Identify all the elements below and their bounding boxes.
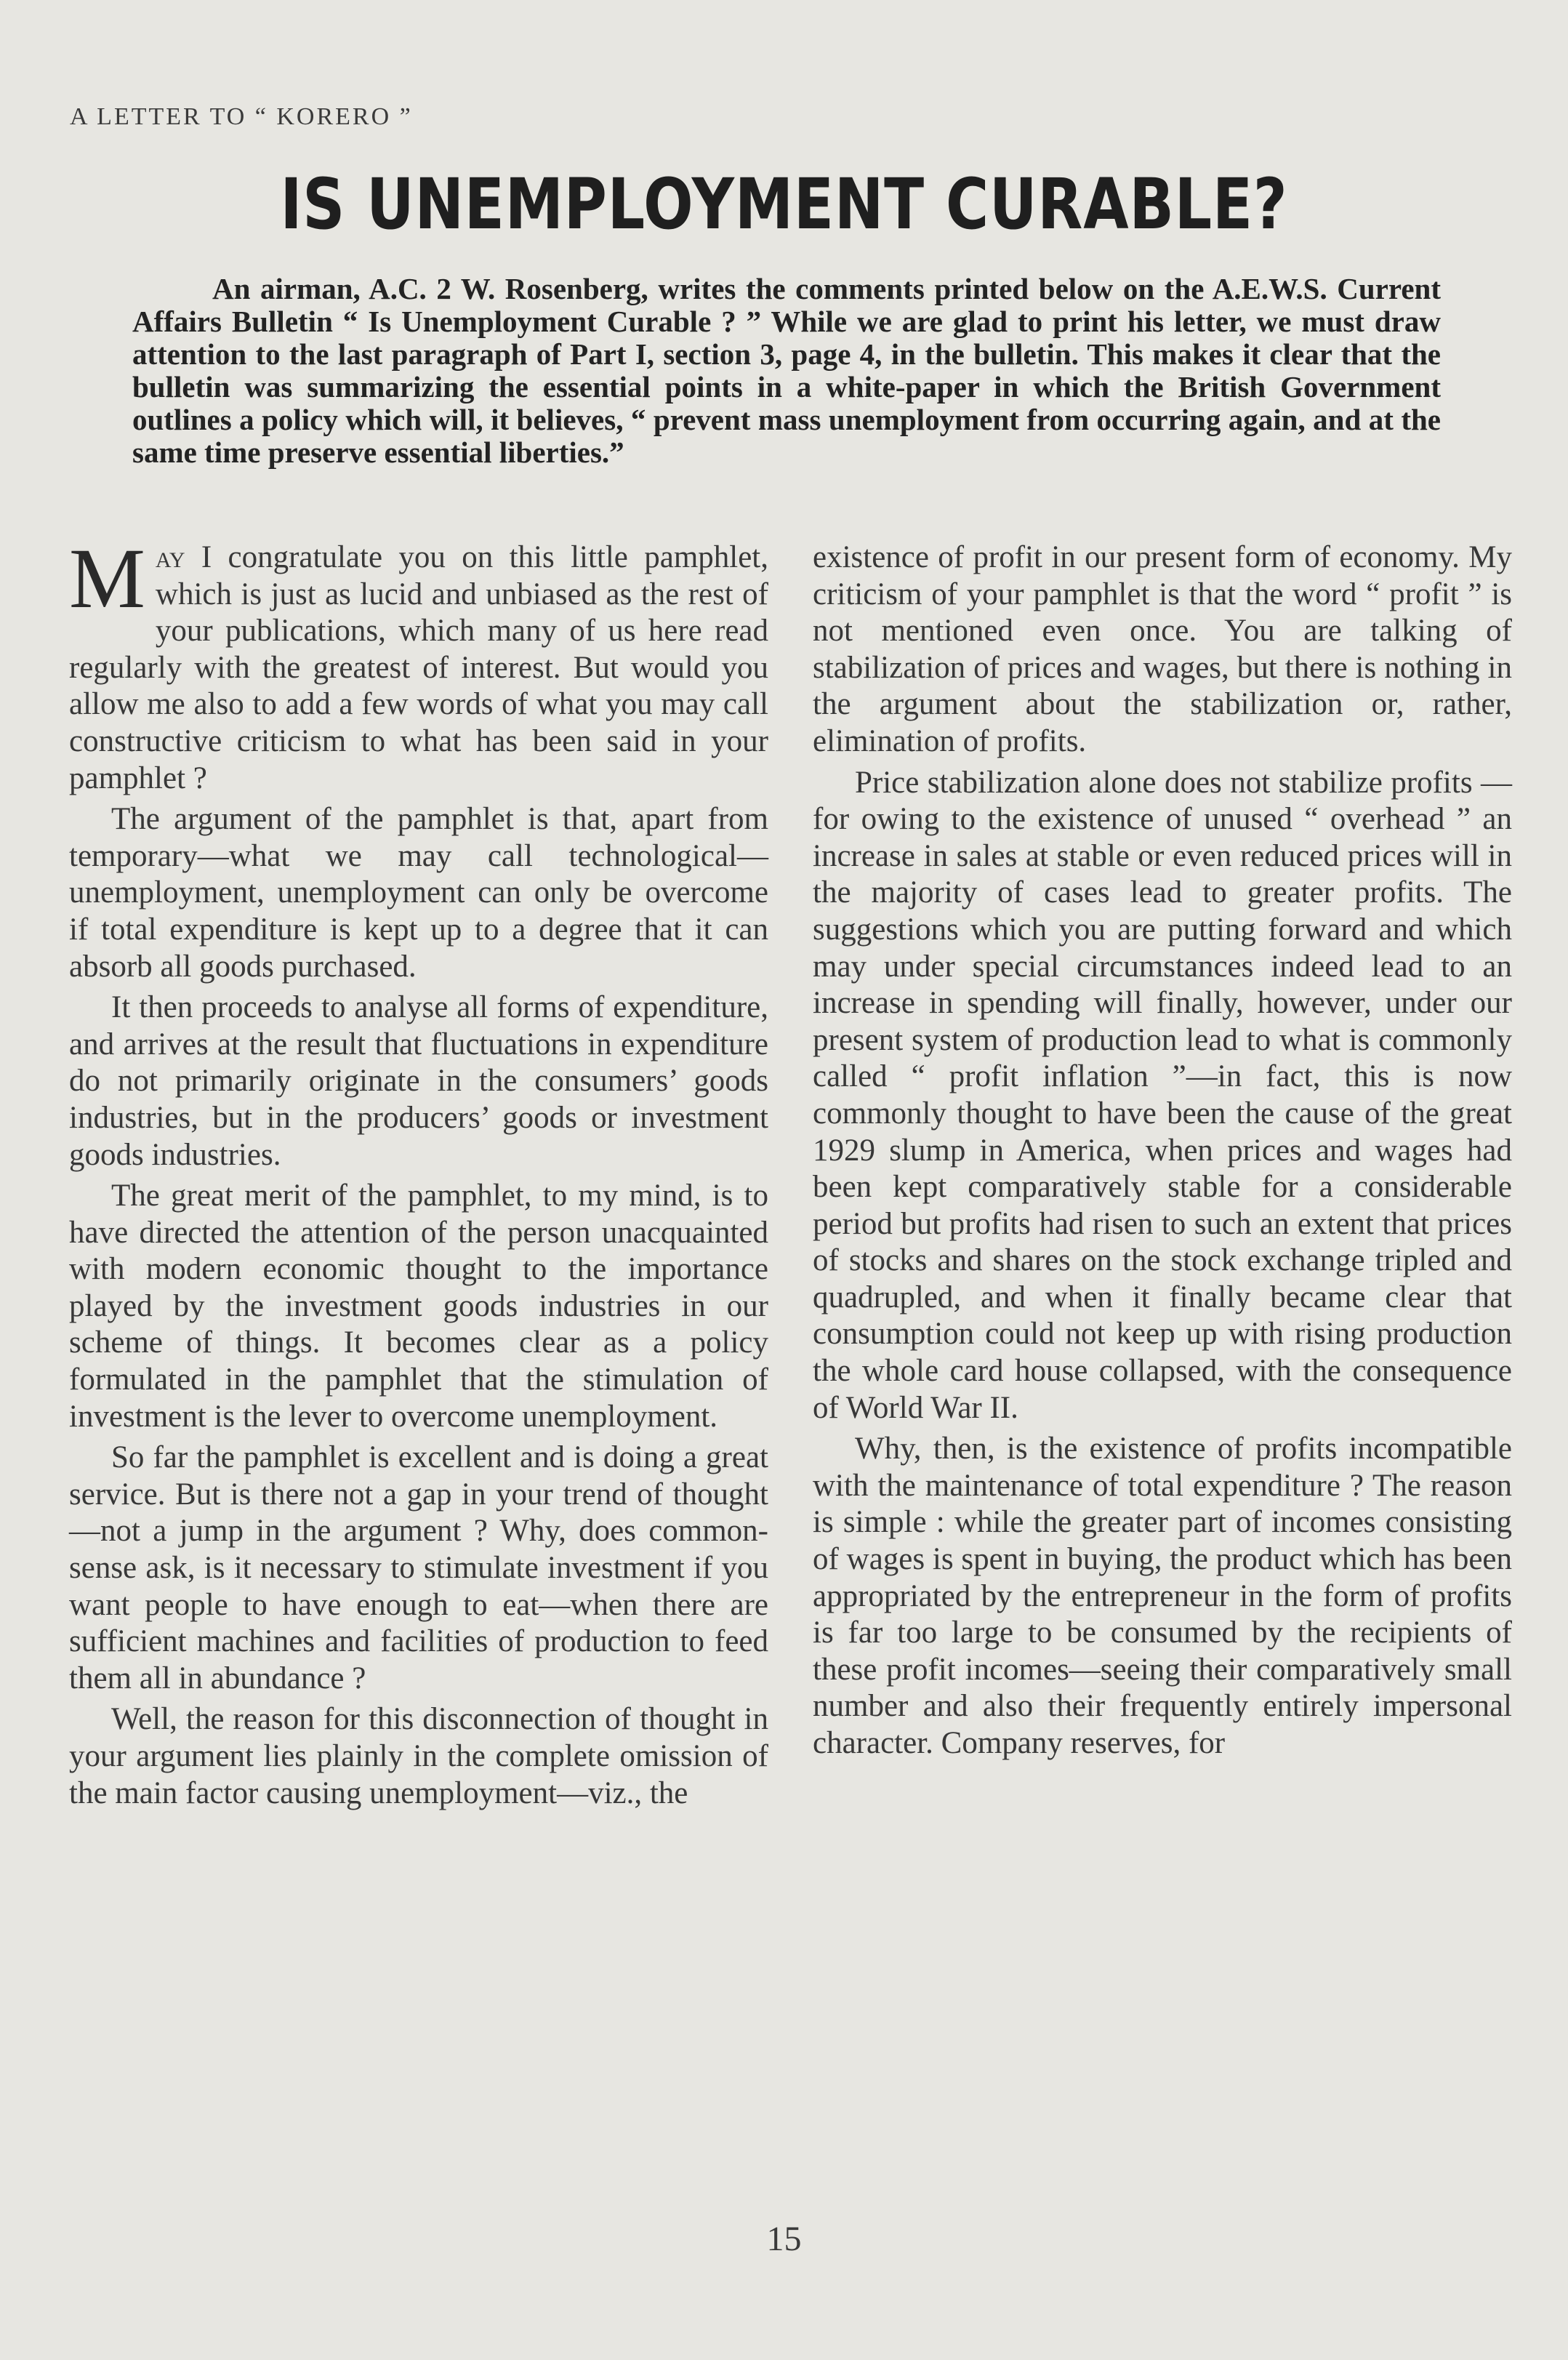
opening-word: ay bbox=[155, 540, 185, 574]
intro-paragraph: An airman, A.C. 2 W. Rosenberg, writes the comments printed below on the A.E.W.S. Current Affairs Bulletin “ Is Unemployment Curable ? ” While we are glad to print his letter, we must draw attention to the last paragraph of Part I, section 3, page 4, in the bulletin. This makes it clear that the bulletin was summarizing the essential points in a white-paper in which the British Government outlines a policy which will, it believes, “ prevent mass unemployment from occurring again, and at the same time preserve essential liberties.” bbox=[132, 272, 1441, 469]
page-number: 15 bbox=[766, 2220, 802, 2258]
body-paragraph: Price stabilization alone does not stabilize profits — for owing to the existence of unused “ overhead ” an increase in sales at stable or even reduced prices will in the majority of cases lead to greater profits. The suggestions which you are putting forward and which may under special circumstances indeed lead to an increase in spending will finally, however, under our present system of production lead to what is commonly called “ profit inflation ”—in fact, this is now commonly thought to have been the cause of the great 1929 slump in America, when prices and wages had been kept comparatively stable for a considerable period but profits had risen to such an extent that prices of stocks and shares on the stock exchange tripled and quadrupled, and when it finally became clear that consumption could not keep up with rising production the whole card house collapsed, with the consequence of World War II. bbox=[813, 765, 1512, 1425]
opening-paragraph bbox=[69, 531, 768, 797]
body-paragraph: Well, the reason for this disconnection of thought in your argument lies plainly in the complete omission of the main factor causing unemployment—viz., the bbox=[69, 1702, 768, 1810]
body-paragraph: The great merit of the pamphlet, to my mind, is to have directed the attention of the person unacquainted with modern economic thought to the importance played by the investment goods industries in our scheme of things. It becomes clear as a policy formulated in the pamphlet that the stimulation of investment is the lever to overcome unemployment. bbox=[69, 1179, 768, 1434]
body-paragraph: The argument of the pamphlet is that, apart from temporary—what we may call technological—unemployment, unemployment can only be overcome if total expenditure is kept up to a degree that it can absorb all goods purchased. bbox=[69, 802, 768, 984]
opening-text: I congratulate you on this little pamphlet, which is just as lucid and unbiased as the rest of your publications, which many of us here read regularly with the greatest of interest. But would you allow me also to add a few words of what you may call constructive criticism to what has been said in your pamphlet ? bbox=[69, 540, 768, 795]
drop-cap: M bbox=[69, 531, 145, 626]
kicker: A LETTER TO “ KORERO ” bbox=[70, 103, 413, 130]
body-paragraph: So far the pamphlet is excellent and is doing a great service. But is there not a gap in your trend of thought—not a jump in the argument ? Why, does common-sense ask, is it necessary to stimulate investment if you want people to have enough to eat—when there are sufficient machines and facilities of production to feed them all in abundance ? bbox=[69, 1440, 768, 1695]
right-column bbox=[813, 539, 1512, 1767]
page-title: IS UNEMPLOYMENT CURABLE? bbox=[280, 164, 1288, 245]
continuation-paragraph: existence of profit in our present form of economy. My criticism of your pamphlet is that the word “ profit ” is not mentioned even once. You are talking of stabilization of prices and wages, but there is nothing in the argument about the stabilization or, rather, elimination of profits. bbox=[813, 540, 1512, 758]
body-paragraph: It then proceeds to analyse all forms of expenditure, and arrives at the result that fluctuations in expenditure do not primarily originate in the consumers’ goods industries, but in the producers’ goods or investment goods industries. bbox=[69, 990, 768, 1172]
editorial-intro bbox=[132, 273, 1441, 469]
left-column bbox=[69, 531, 768, 1816]
body-paragraph: Why, then, is the existence of profits incompatible with the maintenance of total expenditure ? The reason is simple : while the greater part of incomes consisting of wages is spent in buying, the product which has been appropriated by the entrepreneur in the form of profits is far too large to be consumed by the recipients of these profit incomes—seeing their comparatively small number and also their frequently entirely impersonal character. Company reserves, for bbox=[813, 1432, 1512, 1760]
